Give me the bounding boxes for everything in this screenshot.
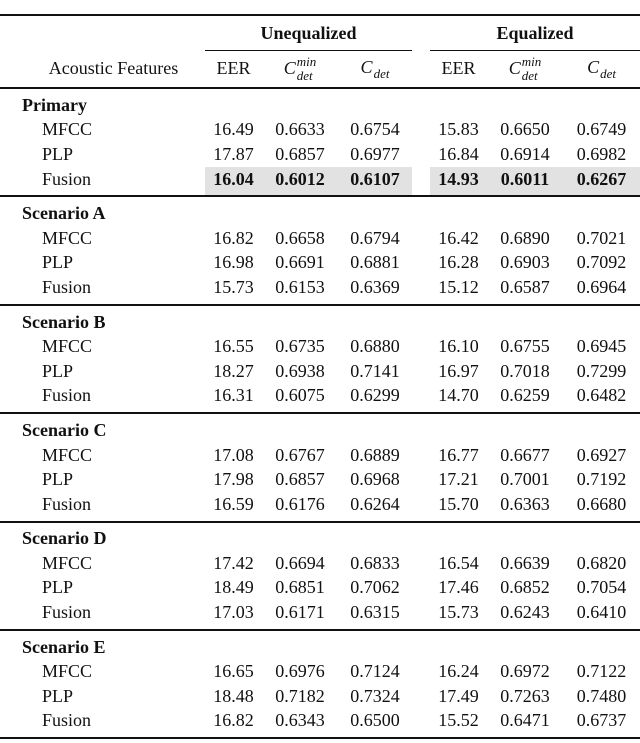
unequalized-cdet-value: 0.6977: [350, 143, 400, 164]
math-scripts: [522, 55, 542, 83]
unequalized-eer-value: 16.59: [213, 493, 254, 514]
unequalized-eer-value: 16.55: [213, 336, 254, 357]
unequalized-cdet-value: 0.6889: [350, 444, 400, 465]
unequalized-cdet-min-value: 0.6857: [275, 143, 325, 164]
table-row: [0, 492, 640, 522]
equalized-eer-value: 16.24: [438, 661, 479, 682]
table-row: [0, 251, 640, 276]
unequalized-cdet-value: 0.6880: [350, 336, 400, 357]
feature-name: Fusion: [42, 602, 92, 623]
equalized-cdet-min-value: 0.6914: [500, 143, 550, 164]
unequalized-cdet-min-value: 0.6343: [275, 710, 325, 731]
results-table: [0, 14, 640, 739]
equalized-eer-value: 15.12: [438, 276, 479, 297]
equalized-eer-value: 16.77: [438, 444, 479, 465]
group-header-unequalized: Unequalized: [205, 15, 412, 51]
equalized-eer-value: 14.70: [438, 385, 479, 406]
unequalized-eer-value: 16.31: [213, 385, 254, 406]
unequalized-eer-value: 18.27: [213, 360, 254, 381]
group-scenario-a: [0, 196, 640, 304]
equalized-eer-header: EER: [441, 58, 476, 79]
equalized-cdet-value: 0.7480: [576, 685, 627, 706]
unequalized-cdet-min-value: 0.6938: [275, 360, 325, 381]
unequalized-cdet-value: 0.6264: [350, 493, 400, 514]
math-sup: min: [296, 54, 317, 69]
unequalized-cdet-value: 0.6107: [338, 167, 412, 197]
equalized-eer-value: 15.73: [438, 602, 479, 623]
unequalized-cdet-min-value: 0.6658: [275, 227, 325, 248]
unequalized-eer-value: 16.82: [213, 710, 254, 731]
unequalized-eer-value: 17.03: [213, 602, 254, 623]
equalized-cdet-value: 0.6680: [576, 493, 627, 514]
group-scenario-c: [0, 413, 640, 521]
unequalized-cdet-min-value: 0.6857: [275, 469, 325, 490]
unequalized-eer-value: 17.42: [213, 552, 254, 573]
unequalized-eer-value: 17.87: [213, 143, 254, 164]
math-base: C: [508, 58, 521, 79]
unequalized-cdet-min-value: 0.6767: [275, 444, 325, 465]
equalized-eer-value: 14.93: [430, 167, 487, 197]
math-sup: min: [521, 54, 542, 69]
table-row: [0, 384, 640, 414]
equalized-cdet-value: 0.7299: [576, 360, 627, 381]
table-header: [0, 15, 640, 88]
equalized-eer-value: 17.21: [438, 469, 479, 490]
feature-name: MFCC: [42, 661, 93, 682]
equalized-cdet-min-value: 0.6639: [500, 552, 550, 573]
table-row: [0, 142, 640, 167]
unequalized-cdet-header: [338, 51, 412, 89]
equalized-cdet-value: 0.6982: [576, 143, 627, 164]
unequalized-cdet-min-value: 0.6176: [275, 493, 325, 514]
table-row: [0, 467, 640, 492]
equalized-cdet-min-value: 0.6852: [500, 577, 550, 598]
unequalized-cdet-min-value: 0.6851: [275, 577, 325, 598]
equalized-eer-value: 15.70: [438, 493, 479, 514]
equalized-eer-value: 16.54: [438, 552, 479, 573]
group-heading-row: [0, 522, 640, 552]
group-scenario-e: [0, 630, 640, 738]
equalized-cdet-value: 0.6267: [563, 167, 640, 197]
unequalized-cdet-min-value: 0.6691: [275, 252, 325, 273]
unequalized-cdet-min-value: 0.6012: [262, 167, 338, 197]
equalized-cdet-min-value: 0.7018: [500, 360, 550, 381]
unequalized-eer-header: EER: [216, 58, 251, 79]
unequalized-eer-value: 18.48: [213, 685, 254, 706]
group-heading-row: [0, 196, 640, 226]
math-sub: det: [296, 68, 313, 83]
table-row: [0, 600, 640, 630]
group-heading-row: [0, 88, 640, 118]
unequalized-eer-value: 17.98: [213, 469, 254, 490]
feature-name: Fusion: [42, 168, 92, 189]
equalized-cdet-value: 0.6482: [576, 385, 627, 406]
unequalized-cdet-value: 0.6500: [350, 710, 400, 731]
equalized-cdet-min-value: 0.6972: [500, 661, 550, 682]
unequalized-eer-value: 16.04: [205, 167, 262, 197]
group-name: Scenario D: [22, 528, 107, 549]
equalized-cdet-value: 0.6927: [576, 444, 627, 465]
equalized-eer-value: 16.28: [438, 252, 479, 273]
unequalized-cdet-min-value: 0.6735: [275, 336, 325, 357]
math-base: C: [283, 58, 296, 79]
table-row: [0, 118, 640, 143]
equalized-cdet-value: 0.6410: [576, 602, 627, 623]
table-row: [0, 275, 640, 305]
equalized-cdet_min-header: [487, 51, 563, 89]
unequalized-eer-value: 17.08: [213, 444, 254, 465]
unequalized-cdet-value: 0.6754: [350, 119, 400, 140]
equalized-eer-value: 15.83: [438, 119, 479, 140]
feature-name: MFCC: [42, 444, 93, 465]
feature-name: PLP: [42, 252, 74, 273]
group-name: Scenario E: [22, 636, 106, 657]
equalized-cdet-value: 0.7092: [576, 252, 627, 273]
feature-name: Fusion: [42, 493, 92, 514]
unequalized-cdet-value: 0.6968: [350, 469, 400, 490]
equalized-cdet-min-value: 0.6903: [500, 252, 550, 273]
equalized-cdet-min-value: 0.6677: [500, 444, 550, 465]
unequalized-cdet-value: 0.6881: [350, 252, 400, 273]
unequalized-eer-value: 16.65: [213, 661, 254, 682]
unequalized-cdet-min-value: 0.6976: [275, 661, 325, 682]
feature-name: PLP: [42, 360, 74, 381]
table-row: [0, 359, 640, 384]
unequalized-cdet-value: 0.7062: [350, 577, 400, 598]
unequalized-cdet-value: 0.6299: [350, 385, 400, 406]
math-sub: det: [600, 65, 616, 81]
equalized-cdet-value: 0.7122: [576, 661, 627, 682]
group-scenario-b: [0, 305, 640, 413]
group-name: Scenario A: [22, 203, 106, 224]
equalized-cdet-min-value: 0.6363: [500, 493, 550, 514]
table-row: [0, 334, 640, 359]
table-row: [0, 226, 640, 251]
equalized-cdet-min-value: 0.6890: [500, 227, 550, 248]
feature-name: PLP: [42, 143, 74, 164]
unequalized-cdet-value: 0.7124: [350, 661, 400, 682]
equalized-cdet-min-value: 0.6650: [500, 119, 550, 140]
unequalized-cdet-min-value: 0.6171: [275, 602, 325, 623]
equalized-cdet-value: 0.7192: [576, 469, 627, 490]
equalized-cdet-min-value: 0.6259: [500, 385, 550, 406]
unequalized-eer-value: 16.98: [213, 252, 254, 273]
table-row: [0, 167, 640, 197]
table-row: [0, 551, 640, 576]
equalized-cdet-value: 0.7054: [576, 577, 627, 598]
equalized-eer-value: 16.97: [438, 360, 479, 381]
equalized-eer-value: 16.42: [438, 227, 479, 248]
equalized-eer-value: 15.52: [438, 710, 479, 731]
feature-name: PLP: [42, 577, 74, 598]
table-row: [0, 659, 640, 684]
feature-name: MFCC: [42, 552, 93, 573]
table-row: [0, 576, 640, 601]
equalized-cdet-min-value: 0.6471: [500, 710, 550, 731]
group-heading-row: [0, 305, 640, 335]
unequalized-eer-value: 18.49: [213, 577, 254, 598]
group-name: Primary: [22, 94, 87, 115]
group-name: Scenario C: [22, 419, 107, 440]
equalized-cdet-value: 0.6945: [576, 336, 627, 357]
unequalized-eer-value: 16.49: [213, 119, 254, 140]
feature-name: Fusion: [42, 385, 92, 406]
unequalized-cdet-value: 0.6833: [350, 552, 400, 573]
cdet_min-math: [509, 55, 542, 83]
equalized-cdet-min-value: 0.6011: [487, 167, 563, 197]
unequalized-cdet-value: 0.6794: [350, 227, 400, 248]
feature-name: PLP: [42, 685, 74, 706]
equalized-cdet-min-value: 0.6587: [500, 276, 550, 297]
equalized-cdet-value: 0.6964: [576, 276, 627, 297]
unequalized-cdet-min-value: 0.7182: [275, 685, 325, 706]
unequalized-cdet-min-value: 0.6075: [275, 385, 325, 406]
unequalized-cdet_min-header: [262, 51, 338, 89]
feature-name: Fusion: [42, 710, 92, 731]
row-label-header: Acoustic Features: [48, 57, 179, 78]
equalized-eer-value: 17.49: [438, 685, 479, 706]
unequalized-cdet-value: 0.7324: [350, 685, 400, 706]
unequalized-cdet-value: 0.6369: [350, 276, 400, 297]
equalized-cdet-value: 0.6820: [576, 552, 627, 573]
group-header-equalized: Equalized: [430, 15, 640, 51]
group-heading-row: [0, 413, 640, 443]
group-heading-row: [0, 630, 640, 660]
math-sub: det: [373, 65, 390, 81]
equalized-cdet-value: 0.7021: [576, 227, 627, 248]
equalized-eer-value: 17.46: [438, 577, 479, 598]
equalized-cdet-min-value: 0.6755: [500, 336, 550, 357]
table-row: [0, 443, 640, 468]
cdet-math: [361, 58, 390, 81]
unequalized-cdet-value: 0.6315: [350, 602, 400, 623]
unequalized-cdet-min-value: 0.6633: [275, 119, 325, 140]
equalized-cdet-min-value: 0.7001: [500, 469, 550, 490]
math-base: C: [587, 57, 600, 78]
cdet_min-math: [284, 55, 317, 83]
group-name: Scenario B: [22, 311, 106, 332]
feature-name: MFCC: [42, 227, 93, 248]
unequalized-eer-value: 16.82: [213, 227, 254, 248]
feature-name: MFCC: [42, 336, 93, 357]
math-base: C: [360, 57, 373, 78]
equalized-eer-value: 16.10: [438, 336, 479, 357]
unequalized-cdet-min-value: 0.6694: [275, 552, 325, 573]
unequalized-eer-value: 15.73: [213, 276, 254, 297]
equalized-cdet-min-value: 0.7263: [500, 685, 550, 706]
cdet-math: [587, 58, 616, 81]
equalized-cdet-value: 0.6737: [576, 710, 627, 731]
feature-name: Fusion: [42, 276, 92, 297]
group-scenario-d: [0, 522, 640, 630]
equalized-cdet-header: [563, 51, 640, 89]
equalized-cdet-min-value: 0.6243: [500, 602, 550, 623]
unequalized-cdet-min-value: 0.6153: [275, 276, 325, 297]
equalized-cdet-value: 0.6749: [576, 119, 627, 140]
unequalized-cdet-value: 0.7141: [350, 360, 400, 381]
table-row: [0, 709, 640, 739]
math-sub: det: [521, 68, 538, 83]
feature-name: MFCC: [42, 119, 93, 140]
feature-name: PLP: [42, 469, 74, 490]
math-scripts: [297, 55, 317, 83]
equalized-eer-value: 16.84: [438, 143, 479, 164]
table-row: [0, 684, 640, 709]
group-primary: [0, 88, 640, 196]
